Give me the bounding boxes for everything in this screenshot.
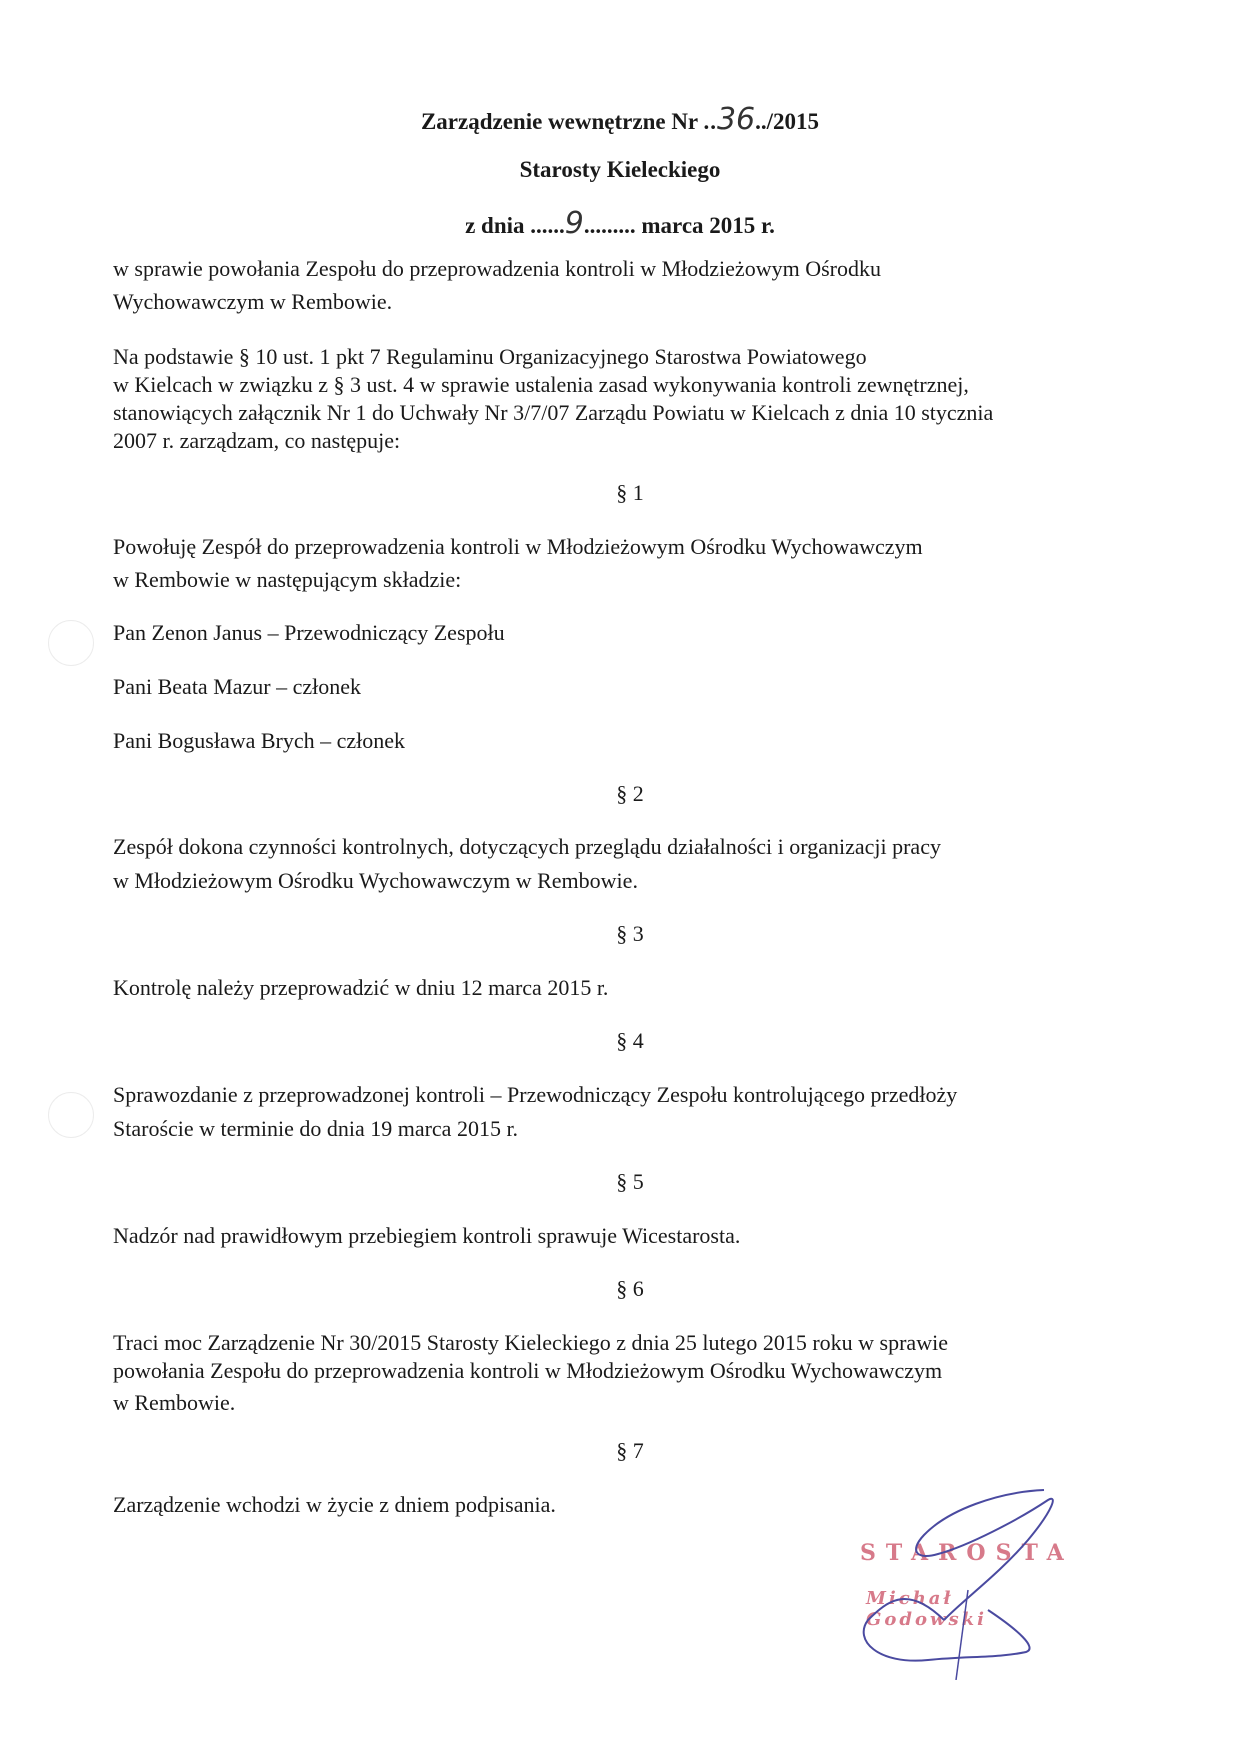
- date-suffix: ......... marca 2015 r.: [583, 213, 775, 238]
- handwritten-day: 9: [564, 206, 584, 241]
- title-suffix: ../2015: [755, 109, 820, 134]
- signature-icon: [848, 1480, 1088, 1680]
- date-prefix: z dnia ......: [465, 213, 565, 238]
- section-7-line-1: Zarządzenie wchodzi w życie z dniem podpisania.: [113, 1492, 556, 1517]
- legal-basis-line-3: stanowiących załącznik Nr 1 do Uchwały Nr 3/7/07 Zarządu Powiatu w Kielcach z dnia 10 stycznia: [113, 400, 994, 425]
- section-6-line-2: powołania Zespołu do przeprowadzenia kontroli w Młodzieżowym Ośrodku Wychowawczym: [113, 1358, 943, 1383]
- subject-line-2: Wychowawczym w Rembowie.: [113, 289, 393, 314]
- section-4-line-2: Staroście w terminie do dnia 19 marca 2015 r.: [113, 1116, 519, 1141]
- member-chair: Pan Zenon Janus – Przewodniczący Zespołu: [113, 620, 505, 645]
- section-2-line-2: w Młodzieżowym Ośrodku Wychowawczym w Rembowie.: [113, 868, 638, 893]
- section-6-line-1: Traci moc Zarządzenie Nr 30/2015 Starosty Kieleckiego z dnia 25 lutego 2015 roku w sprawie: [113, 1330, 948, 1355]
- punch-hole-top: [48, 620, 94, 666]
- title-prefix: Zarządzenie wewnętrzne Nr: [420, 109, 704, 134]
- document-title: [0, 102, 1240, 137]
- document-date: [0, 206, 1240, 241]
- section-4-line-1: Sprawozdanie z przeprowadzonej kontroli – Przewodniczący Zespołu kontrolującego przedłoży: [113, 1082, 958, 1107]
- title-dots: ..: [703, 109, 717, 134]
- section-2-heading: § 2: [616, 781, 644, 806]
- section-6-line-3: w Rembowie.: [113, 1390, 236, 1415]
- section-6-heading: § 6: [616, 1276, 644, 1301]
- section-3-line-1: Kontrolę należy przeprowadzić w dniu 12 marca 2015 r.: [113, 975, 609, 1000]
- legal-basis-line-1: Na podstawie § 10 ust. 1 pkt 7 Regulaminu Organizacyjnego Starostwa Powiatowego: [113, 344, 867, 369]
- section-1-heading: § 1: [616, 480, 644, 505]
- subject-line-1: w sprawie powołania Zespołu do przeprowadzenia kontroli w Młodzieżowym Ośrodku: [113, 256, 881, 281]
- legal-basis-line-4: 2007 r. zarządzam, co następuje:: [113, 428, 401, 453]
- legal-basis-line-2: w Kielcach w związku z § 3 ust. 4 w sprawie ustalenia zasad wykonywania kontroli zewnętrznej,: [113, 372, 969, 397]
- section-5-line-1: Nadzór nad prawidłowym przebiegiem kontroli sprawuje Wicestarosta.: [113, 1223, 741, 1248]
- punch-hole-bottom: [48, 1092, 94, 1138]
- member-2: Pani Beata Mazur – członek: [113, 674, 362, 699]
- stamp-title: STAROSTA: [860, 1540, 1074, 1566]
- section-7-heading: § 7: [616, 1438, 644, 1463]
- section-4-heading: § 4: [616, 1028, 644, 1053]
- document-subtitle: Starosty Kieleckiego: [519, 157, 721, 182]
- member-3: Pani Bogusława Brych – członek: [113, 728, 406, 753]
- section-1-line-2: w Rembowie w następującym składzie:: [113, 567, 462, 592]
- handwritten-number: 36: [716, 102, 756, 137]
- stamp-name: Michał Godowski: [866, 1588, 987, 1630]
- section-1-line-1: Powołuję Zespół do przeprowadzenia kontroli w Młodzieżowym Ośrodku Wychowawczym: [113, 534, 923, 559]
- section-3-heading: § 3: [616, 921, 644, 946]
- section-2-line-1: Zespół dokona czynności kontrolnych, dotyczących przeglądu działalności i organizacji pracy: [113, 834, 941, 859]
- section-5-heading: § 5: [616, 1169, 644, 1194]
